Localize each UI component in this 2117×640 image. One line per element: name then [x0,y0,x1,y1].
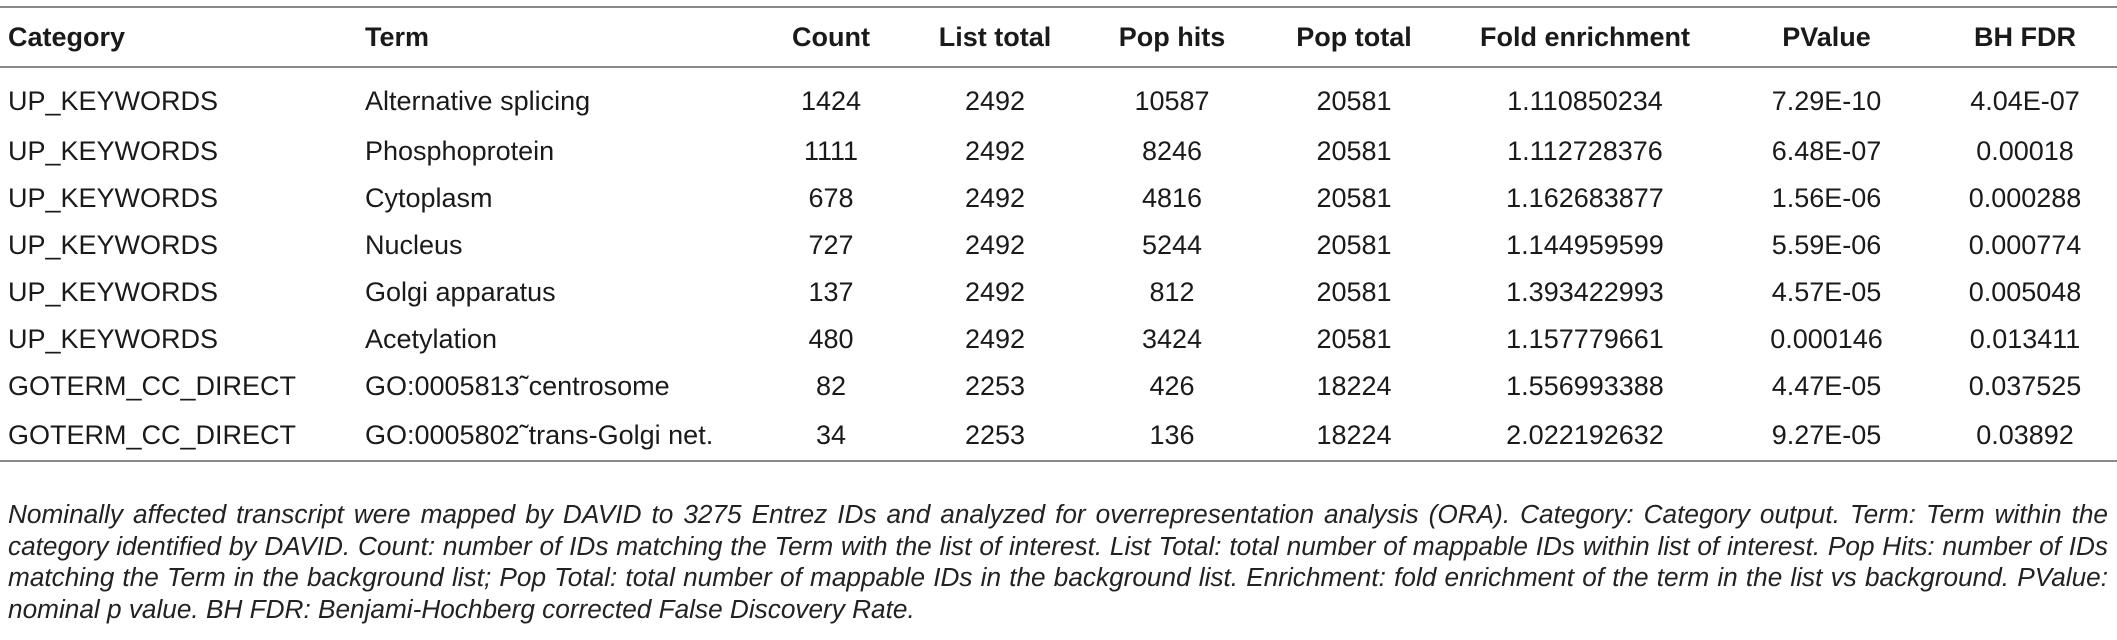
header-count: Count [792,21,870,52]
cell-pop-total: 20581 [1316,324,1392,354]
table-body [0,67,2117,461]
cell-category: UP_KEYWORDS [8,277,219,307]
cell-category: UP_KEYWORDS [8,230,219,260]
cell-fold-enrichment: 1.393422993 [1506,277,1664,307]
cell-count: 1424 [800,85,862,116]
cell-fold-enrichment: 1.157779661 [1506,324,1664,354]
cell-list-total: 2492 [964,230,1026,260]
cell-count: 1111 [803,136,859,166]
cell-pop-total: 20581 [1316,85,1392,116]
header-term: Term [365,21,430,52]
table-row [0,128,2117,175]
cell-pop-hits: 8246 [1141,136,1203,166]
cell-pvalue: 1.56E-06 [1771,183,1882,213]
cell-term: Nucleus [365,230,463,260]
cell-term: Alternative splicing [365,85,591,116]
cell-term: GO:0005813˜centrosome [365,371,670,401]
cell-list-total: 2253 [964,419,1026,450]
table-row [0,222,2117,269]
cell-count: 727 [808,230,854,260]
cell-count: 34 [815,419,847,450]
header-category: Category [8,21,126,52]
cell-list-total: 2492 [964,136,1026,166]
enrichment-table [0,6,2117,462]
cell-fold-enrichment: 1.556993388 [1506,371,1664,401]
cell-count: 480 [808,324,854,354]
cell-bh-fdr: 4.04E-07 [1970,85,2080,116]
cell-category: UP_KEYWORDS [8,136,219,166]
cell-term: Cytoplasm [365,183,493,213]
cell-fold-enrichment: 1.162683877 [1506,183,1664,213]
cell-bh-fdr: 0.005048 [1968,277,2082,307]
cell-pop-hits: 5244 [1141,230,1203,260]
cell-category: GOTERM_CC_DIRECT [8,371,297,401]
cell-pvalue: 0.000146 [1770,324,1883,354]
cell-pvalue: 4.57E-05 [1771,277,1882,307]
cell-term: GO:0005802˜trans-Golgi net. [365,419,714,450]
cell-pop-total: 20581 [1316,277,1392,307]
cell-pvalue: 6.48E-07 [1771,136,1882,166]
cell-term: Phosphoprotein [365,136,555,166]
cell-pop-hits: 4816 [1141,183,1203,213]
cell-term: Golgi apparatus [365,277,556,307]
cell-pop-total: 20581 [1316,230,1392,260]
cell-list-total: 2253 [964,371,1026,401]
cell-pvalue: 4.47E-05 [1771,371,1882,401]
cell-term: Acetylation [365,324,498,354]
table-row [0,269,2117,316]
cell-category: UP_KEYWORDS [8,85,219,116]
cell-pop-total: 20581 [1316,136,1392,166]
header-pop-total: Pop total [1296,21,1412,52]
cell-pop-hits: 3424 [1141,324,1203,354]
cell-bh-fdr: 0.03892 [1976,419,2074,450]
cell-fold-enrichment: 1.110850234 [1507,85,1663,116]
cell-bh-fdr: 0.000774 [1968,230,2082,260]
cell-list-total: 2492 [964,277,1026,307]
cell-count: 82 [815,371,847,401]
table-header [0,7,2117,67]
cell-bh-fdr: 0.037525 [1968,371,2082,401]
cell-fold-enrichment: 1.112728376 [1507,136,1663,166]
header-row [0,7,2117,67]
header-fold-enrichment: Fold enrichment [1479,21,1690,52]
table-row [0,363,2117,410]
cell-list-total: 2492 [964,324,1026,354]
header-bh-fdr: BH FDR [1974,21,2076,52]
table-row [0,67,2117,128]
cell-count: 137 [808,277,854,307]
cell-fold-enrichment: 2.022192632 [1506,419,1664,450]
cell-pvalue: 5.59E-06 [1771,230,1882,260]
cell-category: UP_KEYWORDS [8,324,219,354]
cell-count: 678 [808,183,854,213]
header-pvalue: PValue [1782,21,1871,52]
table-row [0,316,2117,363]
cell-pop-hits: 10587 [1134,85,1210,116]
cell-list-total: 2492 [964,85,1026,116]
table-row [0,410,2117,461]
header-list-total: List total [938,21,1052,52]
cell-fold-enrichment: 1.144959599 [1506,230,1664,260]
cell-bh-fdr: 0.000288 [1968,183,2082,213]
cell-category: UP_KEYWORDS [8,183,219,213]
cell-list-total: 2492 [964,183,1026,213]
cell-pop-hits: 136 [1149,419,1195,450]
cell-bh-fdr: 0.00018 [1976,136,2074,166]
table-row [0,175,2117,222]
cell-pop-total: 20581 [1316,183,1392,213]
header-pop-hits: Pop hits [1118,21,1226,52]
cell-pop-hits: 426 [1149,371,1195,401]
cell-pop-total: 18224 [1316,371,1392,401]
cell-pop-total: 18224 [1316,419,1392,450]
cell-category: GOTERM_CC_DIRECT [8,419,297,450]
cell-pvalue: 7.29E-10 [1771,85,1882,116]
cell-pop-hits: 812 [1149,277,1195,307]
cell-pvalue: 9.27E-05 [1771,419,1882,450]
cell-bh-fdr: 0.013411 [1969,324,2081,354]
table-footnote: Nominally affected transcript were mapped by DAVID to 3275 Entrez IDs and analyzed for overrepresentation analysis (ORA). Category: Category output. Term: Term within the category identified by DAVID. Count: number of IDs matching the Term with the list of interest. List Total: total number of mappable IDs within list of interest. Pop Hits: number of IDs matching the Term in the background list; Pop Total: total number of mappable IDs in the background list. Enrichment: fold enrichment of the term in the list vs background. PValue: nominal p value. BH FDR: Benjami-Hochberg corrected False Discovery Rate. [8,499,2108,624]
